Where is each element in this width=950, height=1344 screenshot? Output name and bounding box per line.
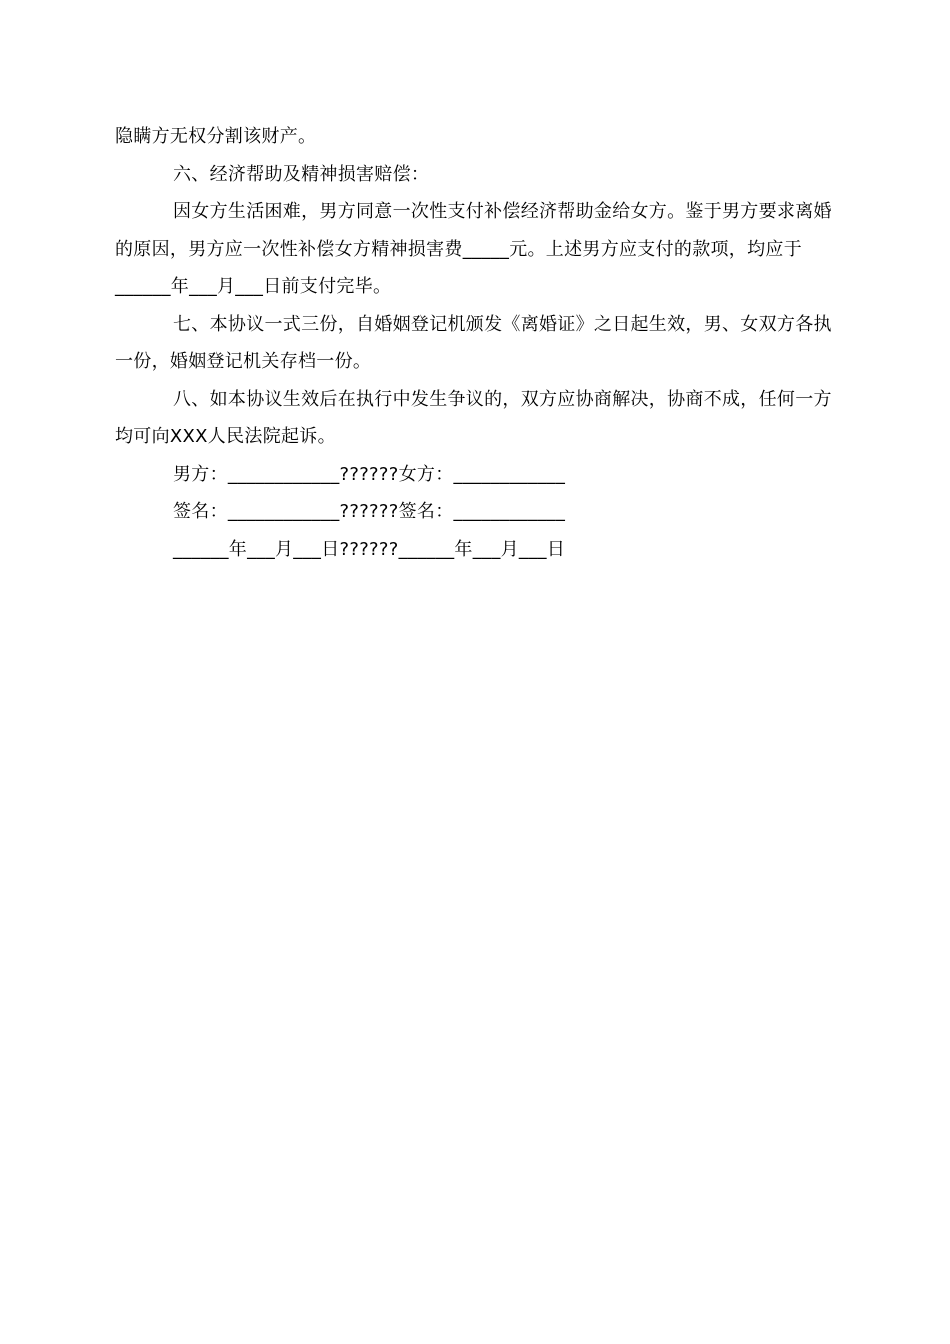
section-six-heading: 六、经济帮助及精神损害赔偿：: [173, 163, 430, 185]
section-seven: 七、本协议一式三份，自婚姻登记机颁发《离婚证》之日起生效，男、女双方各执一份，婚姻登记机关存档一份。: [115, 313, 832, 372]
paragraph-concealment: 隐瞒方无权分割该财产。: [115, 126, 317, 147]
signature-party-line: 男方：____________??????女方：____________: [173, 463, 566, 485]
paragraph-compensation: 因女方生活困难，男方同意一次性支付补偿经济帮助金给女方。鉴于男方要求离婚的原因，男方应一次性补偿女方精神损害费_____元。上述男方应支付的款项，均应于______年___月___日前支付完毕。: [115, 201, 832, 297]
signature-sign-line: 签名：____________??????签名：____________: [173, 501, 566, 522]
section-eight: 八、如本协议生效后在执行中发生争议的，双方应协商解决，协商不成，任何一方均可向XXX人民法院起诉。: [115, 388, 832, 447]
signature-date-line: ______年___月___日??????______年___月___日: [173, 538, 566, 560]
document-body: [115, 118, 835, 568]
